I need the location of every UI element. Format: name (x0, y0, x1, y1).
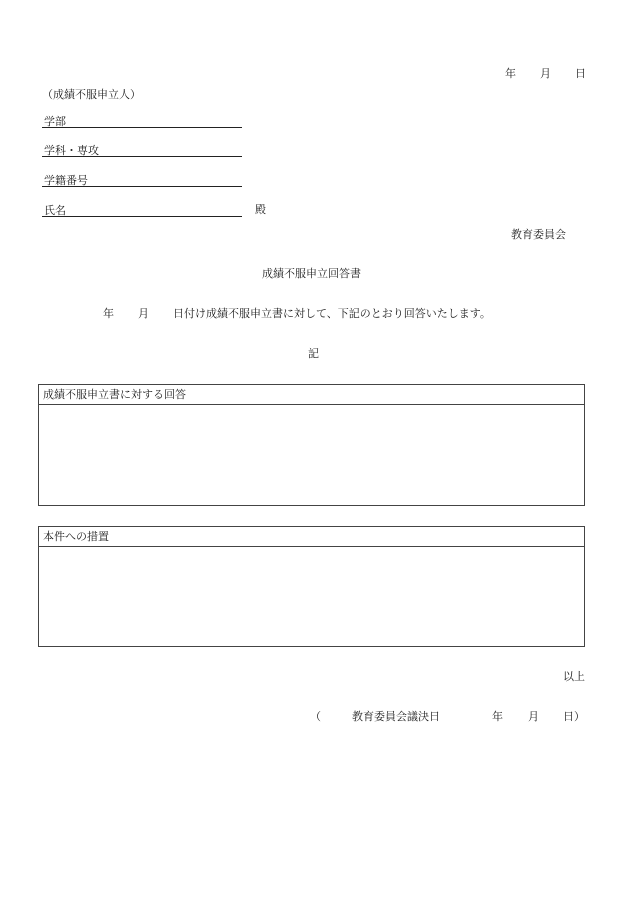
measures-box-header: 本件への措置 (39, 527, 584, 547)
applicant-label: （成績不服申立人） (42, 88, 141, 101)
decision-year-label: 年 (492, 710, 503, 723)
sender: 教育委員会 (511, 228, 566, 241)
decision-month-label: 月 (528, 710, 539, 723)
name-label: 氏名 (44, 204, 66, 217)
faculty-label: 学部 (44, 115, 66, 128)
decision-day-label: 日） (563, 710, 585, 723)
date-year-label: 年 (505, 67, 516, 80)
date-month-label: 月 (540, 67, 551, 80)
response-box-body[interactable] (39, 405, 584, 505)
document-title: 成績不服申立回答書 (262, 267, 361, 280)
date-day-label: 日 (575, 67, 586, 80)
intro-month-label: 月 (138, 307, 149, 320)
honorific: 殿 (255, 203, 266, 216)
department-field[interactable] (42, 142, 242, 157)
name-field[interactable] (42, 202, 242, 217)
decision-open-paren: （ (310, 710, 321, 723)
decision-label: 教育委員会議決日 (352, 710, 440, 723)
measures-box (38, 526, 585, 647)
response-box-header: 成績不服申立書に対する回答 (39, 385, 584, 405)
ki-label: 記 (308, 347, 319, 360)
department-label: 学科・専攻 (44, 144, 99, 157)
intro-text: 日付け成績不服申立書に対して、下記のとおり回答いたします。 (173, 307, 491, 320)
student-id-label: 学籍番号 (44, 174, 88, 187)
intro-year-label: 年 (103, 307, 114, 320)
measures-box-body[interactable] (39, 547, 584, 646)
closing-label: 以上 (563, 670, 585, 683)
student-id-field[interactable] (42, 172, 242, 187)
faculty-field[interactable] (42, 113, 242, 128)
response-box (38, 384, 585, 506)
